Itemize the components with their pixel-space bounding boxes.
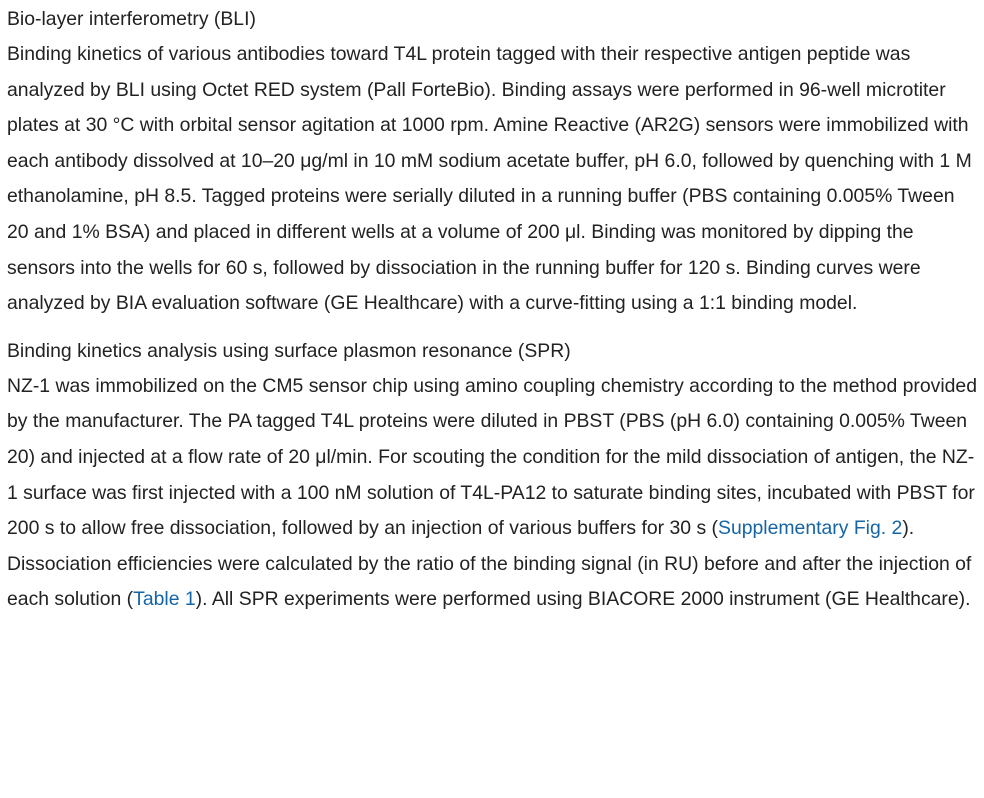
table-1-link[interactable]: Table 1 — [133, 588, 196, 611]
section-heading-bli: Bio-layer interferometry (BLI) — [7, 8, 256, 30]
paragraph-spr — [7, 369, 978, 618]
paragraph-spr-text-1: NZ-1 was immobilized on the CM5 sensor chip using amino coupling chemistry according to the method provided by the manufacturer. The PA tagged T4L proteins were diluted in PBST (PBS (pH 6.0) containing 0.005% Tween 20) and injected at a flow rate of 20 μl/min. For scouting the condition for the mild dissociation of antigen, the NZ-1 surface was first injected with a 100 nM solution of T4L-PA12 to saturate binding sites, incubated with PBST for 200 s to allow free dissociation, followed by an injection of various buffers for 30 s ( — [7, 374, 977, 540]
paragraph-spr-text-3: ). All SPR experiments were performed using BIACORE 2000 instrument (GE Healthcare). — [195, 588, 971, 611]
paragraph-spr-text-2: ). Dissociation efficiencies were calculated by the ratio of the binding signal (in RU) before and after the injection of each solution ( — [7, 517, 972, 611]
supplementary-fig-2-link[interactable]: Supplementary Fig. 2 — [718, 517, 903, 540]
section-heading-spr: Binding kinetics analysis using surface plasmon resonance (SPR) — [7, 339, 571, 362]
paragraph-bli: Binding kinetics of various antibodies toward T4L protein tagged with their respective antigen peptide was analyzed by BLI using Octet RED system (Pall ForteBio). Binding assays were performed in 96-well microtiter plates at 30 °C with orbital sensor agitation at 1000 rpm. Amine Reactive (AR2G) sensors were immobilized with each antibody dissolved at 10–20 μg/ml in 10 mM sodium acetate buffer, pH 6.0, followed by quenching with 1 M ethanolamine, pH 8.5. Tagged proteins were serially diluted in a running buffer (PBS containing 0.005% Tween 20 and 1% BSA) and placed in different wells at a volume of 200 μl. Binding was monitored by dipping the sensors into the wells for 60 s, followed by dissociation in the running buffer for 120 s. Binding curves were analyzed by BIA evaluation software (GE Healthcare) with a curve-fitting using a 1:1 binding model. — [7, 43, 972, 315]
article-methods — [0, 1, 984, 618]
